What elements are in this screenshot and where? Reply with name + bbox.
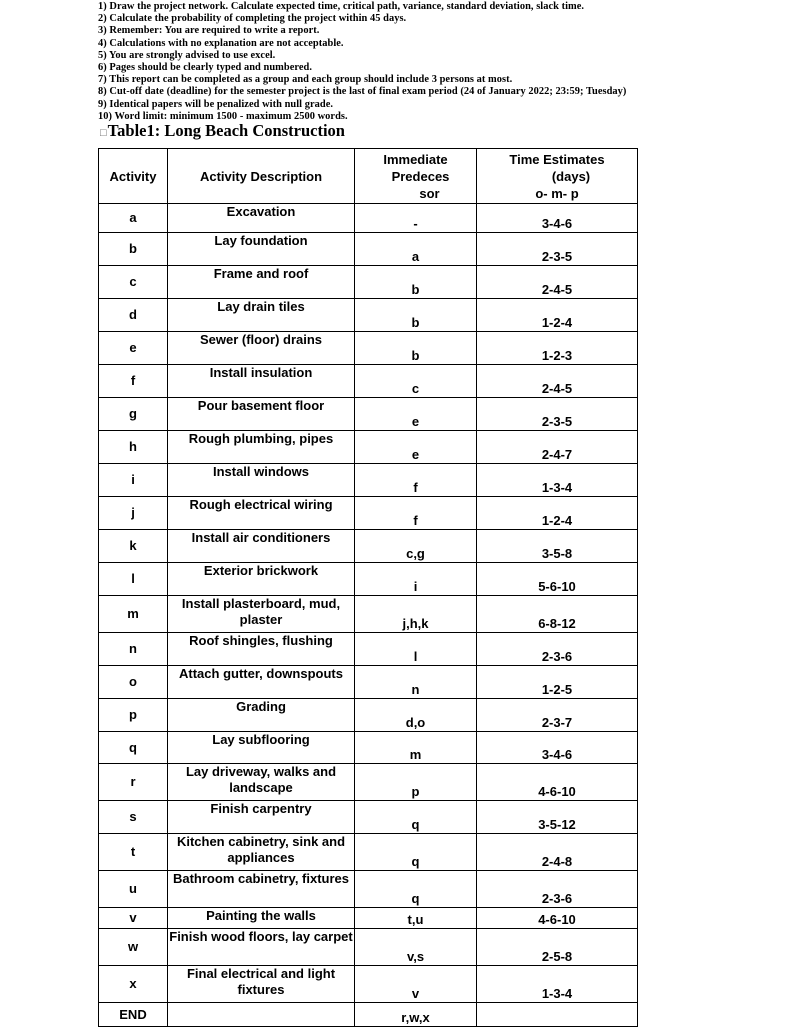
cell-activity: c [99,266,168,299]
cell-description: Lay subflooring [168,732,355,764]
table-row [99,764,638,801]
table-title [100,121,345,143]
cell-description: Finish wood floors, lay carpet [168,929,355,966]
instruction-item: 3) Remember: You are required to write a report. [98,25,320,37]
cell-description: Frame and roof [168,266,355,299]
cell-predecessor: d,o [355,699,477,732]
cell-time-estimate: 2-4-5 [477,266,638,299]
header-predecessor-line3: sor [419,186,440,201]
table-row [99,666,638,699]
cell-predecessor: b [355,332,477,365]
cell-time-estimate: 2-4-7 [477,431,638,464]
cell-time-estimate: 2-3-6 [477,633,638,666]
cell-activity: s [99,801,168,834]
table-row [99,834,638,871]
cell-predecessor: p [355,764,477,801]
table-row [99,464,638,497]
cell-activity: f [99,365,168,398]
table-row [99,431,638,464]
cell-description: Painting the walls [168,908,355,929]
table-row [99,1003,638,1027]
cell-activity: k [99,530,168,563]
cell-description: Grading [168,699,355,732]
cell-time-estimate: 2-3-5 [477,233,638,266]
cell-description: Roof shingles, flushing [168,633,355,666]
instruction-item: 6) Pages should be clearly typed and numbered. [98,62,312,74]
table-header-row [99,149,638,204]
cell-description: Excavation [168,204,355,233]
cell-activity: e [99,332,168,365]
cell-predecessor: f [355,464,477,497]
table-row [99,966,638,1003]
cell-description: Attach gutter, downspouts [168,666,355,699]
cell-predecessor: v [355,966,477,1003]
instructions-list [98,1,798,123]
cell-description: Install plasterboard, mud, plaster [168,596,355,633]
cell-predecessor: b [355,266,477,299]
header-predecessor-line2: Predeces [391,169,450,184]
header-time-line2: (days) [551,169,591,184]
cell-time-estimate: 2-3-6 [477,871,638,908]
cell-time-estimate: 6-8-12 [477,596,638,633]
table-row [99,398,638,431]
cell-predecessor: - [355,204,477,233]
cell-activity: m [99,596,168,633]
cell-predecessor: j,h,k [355,596,477,633]
cell-predecessor: b [355,299,477,332]
cell-predecessor: r,w,x [355,1003,477,1027]
header-predecessor-line1: Immediate [383,152,448,167]
cell-activity: h [99,431,168,464]
table-title-text: Table1: Long Beach Construction [107,121,345,140]
header-predecessor [355,149,477,204]
table-row [99,204,638,233]
cell-time-estimate: 1-2-4 [477,299,638,332]
cell-activity: END [99,1003,168,1027]
cell-description [168,1003,355,1027]
cell-time-estimate: 4-6-10 [477,764,638,801]
cell-activity: n [99,633,168,666]
cell-description: Install air conditioners [168,530,355,563]
table-row [99,497,638,530]
table-row [99,365,638,398]
instruction-item: 1) Draw the project network. Calculate expected time, critical path, variance, standard deviation, slack time. [98,1,585,12]
table-row [99,530,638,563]
cell-activity: x [99,966,168,1003]
cell-activity: d [99,299,168,332]
cell-activity: q [99,732,168,764]
cell-time-estimate: 2-4-5 [477,365,638,398]
cell-description: Sewer (floor) drains [168,332,355,365]
cell-predecessor: f [355,497,477,530]
cell-activity: l [99,563,168,596]
table-row [99,929,638,966]
cell-description: Lay foundation [168,233,355,266]
cell-time-estimate: 3-5-8 [477,530,638,563]
cell-predecessor: v,s [355,929,477,966]
table-row [99,908,638,929]
cell-time-estimate: 1-3-4 [477,464,638,497]
cell-predecessor: a [355,233,477,266]
cell-activity: b [99,233,168,266]
instruction-item: 8) Cut-off date (deadline) for the semester project is the last of final exam period (24 of January 2022; 23:59; Tuesday) [98,86,627,98]
cell-description: Lay drain tiles [168,299,355,332]
cell-time-estimate: 5-6-10 [477,563,638,596]
cell-time-estimate: 2-3-5 [477,398,638,431]
cell-description: Rough plumbing, pipes [168,431,355,464]
cell-description: Rough electrical wiring [168,497,355,530]
table-row [99,266,638,299]
cell-description: Kitchen cabinetry, sink and appliances [168,834,355,871]
cell-time-estimate [477,1003,638,1027]
table-body [99,204,638,1027]
cell-description: Pour basement floor [168,398,355,431]
cell-activity: w [99,929,168,966]
cell-predecessor: e [355,431,477,464]
cell-predecessor: c [355,365,477,398]
cell-description: Exterior brickwork [168,563,355,596]
table-row [99,563,638,596]
cell-predecessor: i [355,563,477,596]
table-row [99,871,638,908]
cell-description: Install insulation [168,365,355,398]
cell-time-estimate: 3-4-6 [477,732,638,764]
cell-time-estimate: 3-4-6 [477,204,638,233]
cell-predecessor: q [355,801,477,834]
instruction-item: 10) Word limit: minimum 1500 - maximum 2500 words. [98,110,348,122]
table-row [99,332,638,365]
cell-predecessor: e [355,398,477,431]
instruction-item: 9) Identical papers will be penalized with null grade. [98,98,334,110]
cell-time-estimate: 2-5-8 [477,929,638,966]
cell-predecessor: q [355,871,477,908]
cell-predecessor: t,u [355,908,477,929]
table-row [99,699,638,732]
cell-predecessor: c,g [355,530,477,563]
cell-description: Final electrical and light fixtures [168,966,355,1003]
cell-activity: g [99,398,168,431]
cell-activity: u [99,871,168,908]
header-activity: Activity [99,149,168,204]
table-row [99,233,638,266]
cell-description: Finish carpentry [168,801,355,834]
cell-time-estimate: 2-3-7 [477,699,638,732]
cell-activity: j [99,497,168,530]
instruction-item: 5) You are strongly advised to use excel. [98,49,276,61]
table-row [99,732,638,764]
cell-time-estimate: 3-5-12 [477,801,638,834]
table-row [99,801,638,834]
cell-predecessor: q [355,834,477,871]
cell-time-estimate: 1-2-3 [477,332,638,365]
cell-activity: o [99,666,168,699]
cell-predecessor: n [355,666,477,699]
header-time-estimates [477,149,638,204]
header-time-line1: Time Estimates [509,152,605,167]
cell-description: Bathroom cabinetry, fixtures [168,871,355,908]
cell-predecessor: l [355,633,477,666]
cell-description: Lay driveway, walks and landscape [168,764,355,801]
instruction-item: 2) Calculate the probability of completing the project within 45 days. [98,13,407,25]
cell-time-estimate: 1-2-5 [477,666,638,699]
cell-activity: a [99,204,168,233]
construction-table [98,148,638,1027]
cell-activity: v [99,908,168,929]
table-row [99,633,638,666]
header-description: Activity Description [168,149,355,204]
cell-activity: r [99,764,168,801]
instruction-item: 7) This report can be completed as a group and each group should include 3 persons at most. [98,74,513,86]
header-time-line3: o- m- p [535,186,579,201]
cell-time-estimate: 4-6-10 [477,908,638,929]
cell-time-estimate: 1-2-4 [477,497,638,530]
cell-time-estimate: 2-4-8 [477,834,638,871]
cell-time-estimate: 1-3-4 [477,966,638,1003]
cell-activity: t [99,834,168,871]
table-row [99,596,638,633]
title-marker-icon: □ [100,127,107,139]
instruction-item: 4) Calculations with no explanation are not acceptable. [98,37,344,49]
cell-predecessor: m [355,732,477,764]
cell-description: Install windows [168,464,355,497]
cell-activity: p [99,699,168,732]
table-row [99,299,638,332]
cell-activity: i [99,464,168,497]
